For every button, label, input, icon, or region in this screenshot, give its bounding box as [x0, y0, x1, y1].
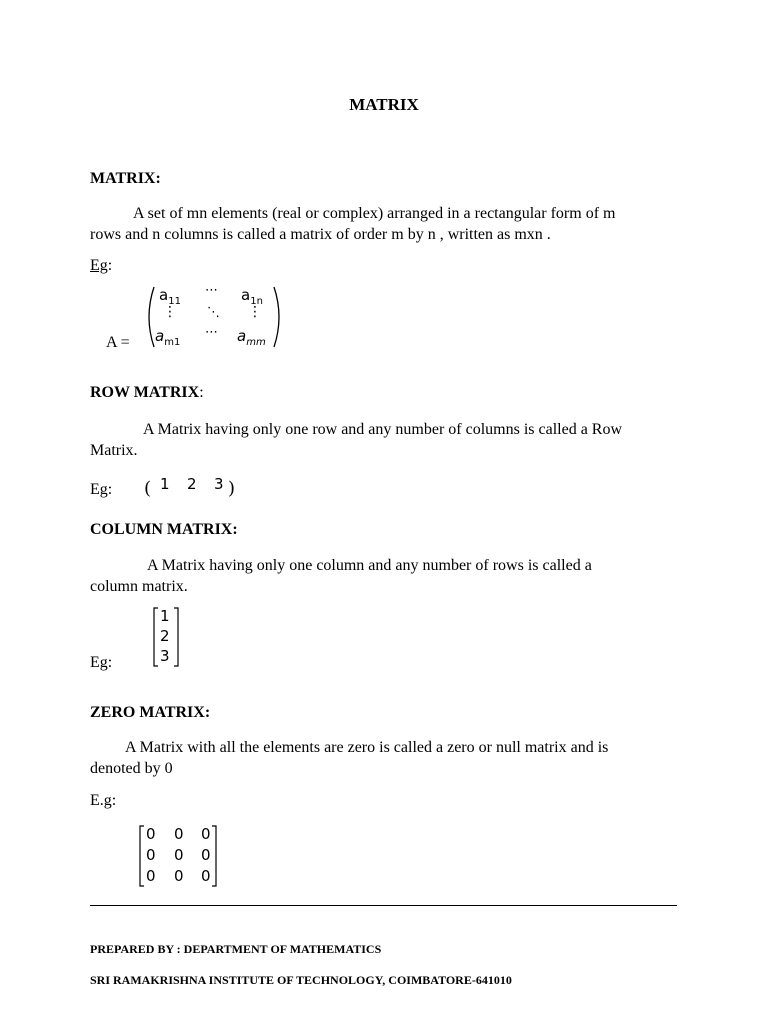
zero-r3c3: 0: [201, 867, 211, 885]
zero-r3c2: 0: [174, 867, 184, 885]
row-heading-text: ROW MATRIX: [90, 384, 200, 401]
row-matrix-example: [144, 474, 240, 504]
hdots-bottom: ⋯: [205, 325, 218, 340]
matrix-example-label: [90, 257, 112, 275]
zero-r1c1: 0: [146, 825, 156, 843]
column-example-label: Eg:: [90, 654, 113, 671]
section-heading-zero-matrix: ZERO MATRIX:: [90, 704, 211, 721]
left-paren: [149, 287, 154, 347]
footer-divider: [90, 905, 677, 906]
general-matrix: [143, 283, 285, 351]
zero-r1c2: 0: [174, 825, 184, 843]
row-definition-line1: A Matrix having only one row and any number of columns is called a Row: [143, 421, 623, 438]
matrix-definition-line1: A set of mn elements (real or complex) arranged in a rectangular form of m: [133, 205, 616, 222]
zero-r2c2: 0: [174, 846, 184, 864]
section-heading-row-matrix: [90, 384, 204, 402]
column-matrix-example: [152, 606, 180, 668]
matrix-a-lhs: A =: [106, 334, 130, 351]
entry-a11: $a_{11}$: [159, 286, 181, 307]
row-value-2: 2: [187, 475, 197, 493]
row-value-1: 1: [160, 475, 170, 493]
section-heading-matrix: MATRIX:: [90, 170, 161, 187]
zero-definition-line1: A Matrix with all the elements are zero is called a zero or null matrix and is: [125, 739, 609, 756]
page-title: MATRIX: [349, 95, 419, 114]
footer-prepared-by: PREPARED BY : DEPARTMENT OF MATHEMATICS: [90, 942, 382, 956]
hdots-top: ⋯: [205, 283, 218, 298]
row-heading-colon: :: [199, 384, 204, 401]
matrix-definition-line2: rows and n columns is called a matrix of order m by n , written as mxn .: [90, 226, 551, 243]
footer-institute: SRI RAMAKRISHNA INSTITUTE OF TECHNOLOGY, COIMBATORE-641010: [90, 973, 512, 987]
entry-am1: $a_{m1}$: [155, 327, 181, 348]
column-value-3: 3: [160, 647, 170, 665]
row-example-label: Eg:: [90, 481, 113, 498]
right-paren: [274, 287, 279, 347]
eg-label-text: Eg: [90, 257, 108, 274]
vdots-left: ⋮: [163, 304, 177, 320]
section-heading-column-matrix: COLUMN MATRIX:: [90, 521, 238, 538]
row-definition-line2: Matrix.: [90, 442, 138, 459]
eg-label-colon: :: [107, 257, 113, 274]
entry-a1n: $a_{1n}$: [241, 286, 263, 307]
column-definition-line1: A Matrix having only one column and any number of rows is called a: [147, 557, 592, 574]
zero-r1c3: 0: [201, 825, 211, 843]
zero-definition-line2: denoted by 0: [90, 760, 173, 777]
zero-r2c1: 0: [146, 846, 156, 864]
column-value-2: 2: [160, 627, 170, 645]
row-right-paren: ): [228, 478, 236, 499]
column-definition-line2: column matrix.: [90, 578, 188, 595]
row-left-paren: (: [144, 478, 152, 499]
zero-matrix-example: [138, 824, 220, 888]
row-value-3: 3: [214, 475, 224, 493]
zero-example-label: E.g:: [90, 792, 117, 809]
ddots-center: ⋱: [207, 305, 220, 320]
zero-r2c3: 0: [201, 846, 211, 864]
vdots-right: ⋮: [248, 304, 262, 320]
entry-amm: $a_{mm}$: [237, 327, 266, 348]
column-value-1: 1: [160, 607, 170, 625]
zero-r3c1: 0: [146, 867, 156, 885]
